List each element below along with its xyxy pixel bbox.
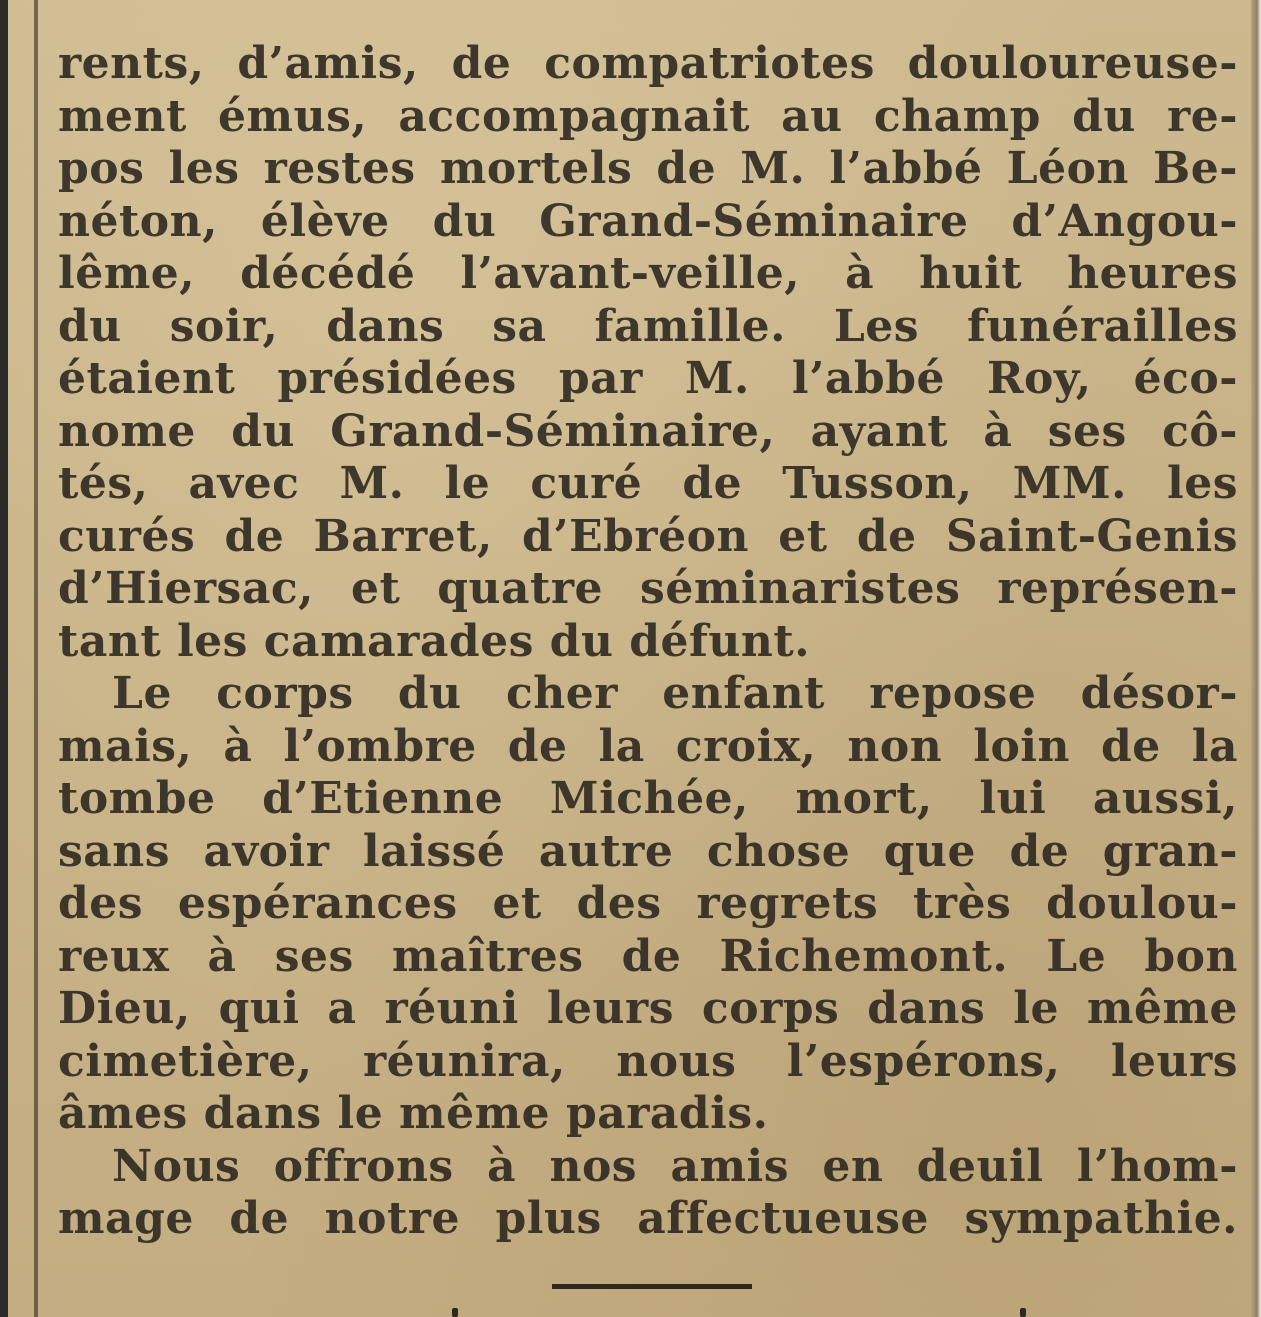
article-body: [58, 38, 1238, 1246]
text-line: âmes dans le même paradis.: [58, 1088, 769, 1139]
column-rule: [34, 0, 38, 1317]
text-line: cimetière, réunira, nous l’espérons, leurs: [58, 1035, 1238, 1087]
text-line: mais, à l’ombre de la croix, non loin de la: [58, 720, 1238, 772]
text-line: étaient présidées par M. l’abbé Roy, éco-: [58, 353, 1238, 404]
text-line: curés de Barret, d’Ebréon et de Saint-Genis: [58, 510, 1238, 562]
text-line: néton, élève du Grand-Séminaire d’Angou-: [58, 195, 1238, 247]
text-line: tés, avec M. le curé de Tusson, MM. les: [58, 458, 1238, 509]
text-line: tant les camarades du défunt.: [58, 615, 811, 667]
glyph-fragment: [452, 1308, 458, 1317]
text-line: rents, d’amis, de compatriotes douloureuse-: [58, 38, 1238, 89]
text-line: des espérances et des regrets très doulou-: [58, 878, 1238, 929]
column-border-left: [0, 0, 8, 1317]
glyph-fragment: [1020, 1308, 1026, 1317]
page-edge-right: [1251, 0, 1261, 1317]
text-line: Nous offrons à nos amis en deuil l’hom-: [112, 1140, 1238, 1192]
text-line: nome du Grand-Séminaire, ayant à ses cô-: [58, 405, 1238, 457]
text-line: pos les restes mortels de M. l’abbé Léon Be-: [58, 143, 1238, 194]
text-line: sans avoir laissé autre chose que de gran-: [58, 825, 1238, 877]
text-line: lême, décédé l’avant-veille, à huit heures: [58, 248, 1238, 299]
text-line: tombe d’Etienne Michée, mort, lui aussi,: [58, 773, 1238, 824]
text-line: Dieu, qui a réuni leurs corps dans le même: [58, 983, 1238, 1034]
text-line: d’Hiersac, et quatre séminaristes représen-: [58, 563, 1238, 614]
paragraph-1: [58, 38, 1238, 668]
text-line: du soir, dans sa famille. Les funérailles: [58, 300, 1238, 352]
text-line: mage de notre plus affectueuse sympathie.: [58, 1193, 1238, 1244]
cut-off-next-line: [60, 1300, 1240, 1317]
text-line: reux à ses maîtres de Richemont. Le bon: [58, 930, 1238, 982]
paragraph-3: [58, 1141, 1238, 1246]
text-line: Le corps du cher enfant repose désor-: [112, 668, 1238, 719]
text-line: ment émus, accompagnait au champ du re-: [58, 90, 1238, 142]
section-separator-rule: [552, 1284, 752, 1289]
paragraph-2: [58, 668, 1238, 1141]
